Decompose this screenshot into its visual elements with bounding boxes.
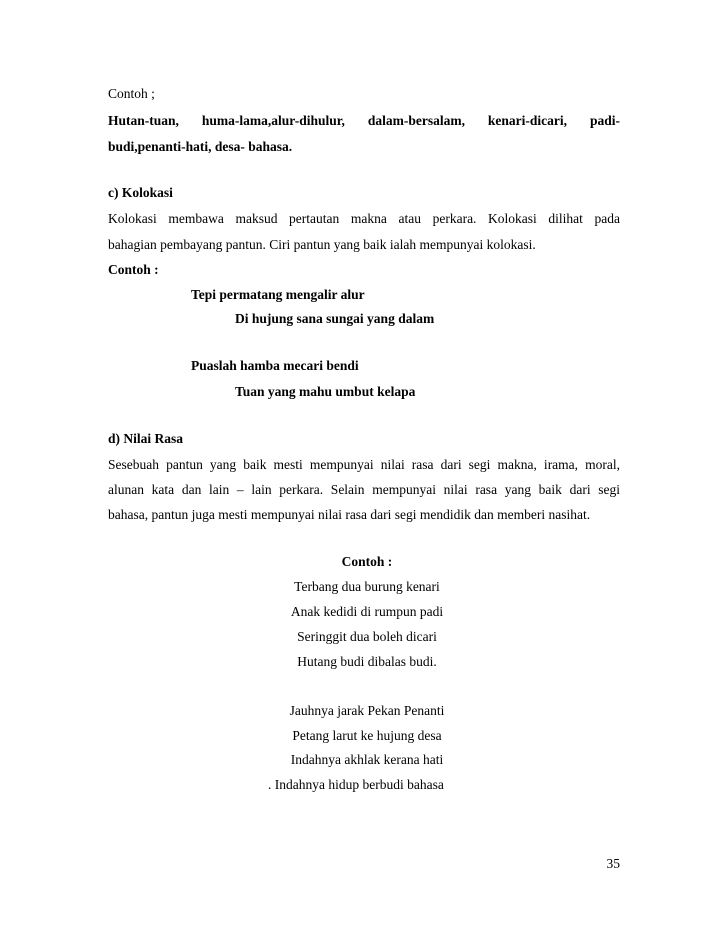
stanza-1-line-3: Seringgit dua boleh dicari — [297, 629, 437, 644]
kolokasi-paragraph-line-2: bahagian pembayang pantun. Ciri pantun yang baik ialah mempunyai kolokasi. — [108, 237, 536, 252]
contoh-label: Contoh ; — [108, 86, 155, 101]
nilai-rasa-heading: d) Nilai Rasa — [108, 431, 184, 446]
intro-line-2: budi,penanti-hati, desa- bahasa. — [108, 139, 293, 154]
kolokasi-contoh-label: Contoh : — [108, 262, 159, 277]
stanza-2-line-3: Indahnya akhlak kerana hati — [290, 752, 444, 767]
kolokasi-verse-2-line-1: Puaslah hamba mecari bendi — [191, 358, 359, 373]
nilai-rasa-paragraph-line-2: alunan kata dan lain – lain perkara. Selain mempunyai nilai rasa yang baik dari segi — [108, 482, 620, 497]
nilai-rasa-paragraph-line-1: Sesebuah pantun yang baik mesti mempunyai nilai rasa dari segi makna, irama, moral, — [108, 457, 620, 472]
stanza-1-line-1: Terbang dua burung kenari — [294, 579, 440, 594]
stanza-2-line-4: . Indahnya hidup berbudi bahasa — [268, 777, 444, 792]
nilai-rasa-paragraph-line-3: bahasa, pantun juga mesti mempunyai nilai rasa dari segi mendidik dan memberi nasihat. — [108, 507, 591, 522]
kolokasi-verse-2-line-2: Tuan yang mahu umbut kelapa — [235, 384, 416, 399]
kolokasi-paragraph-line-1: Kolokasi membawa maksud pertautan makna atau perkara. Kolokasi dilihat pada — [108, 211, 620, 226]
stanza-1-line-4: Hutang budi dibalas budi. — [297, 654, 437, 669]
stanza-2-line-1: Jauhnya jarak Pekan Penanti — [289, 703, 445, 718]
kolokasi-verse-1-line-2: Di hujung sana sungai yang dalam — [235, 311, 435, 326]
kolokasi-verse-1-line-1: Tepi permatang mengalir alur — [191, 287, 365, 302]
page-number: 35 — [606, 856, 620, 871]
nilai-rasa-contoh-label: Contoh : — [341, 554, 393, 569]
stanza-2-line-2: Petang larut ke hujung desa — [292, 728, 442, 743]
intro-line-1: Hutan-tuan, huma-lama,alur-dihulur, dalam-bersalam, kenari-dicari, padi- — [108, 113, 620, 128]
stanza-1-line-2: Anak kedidi di rumpun padi — [290, 604, 444, 619]
kolokasi-heading: c) Kolokasi — [108, 185, 173, 200]
